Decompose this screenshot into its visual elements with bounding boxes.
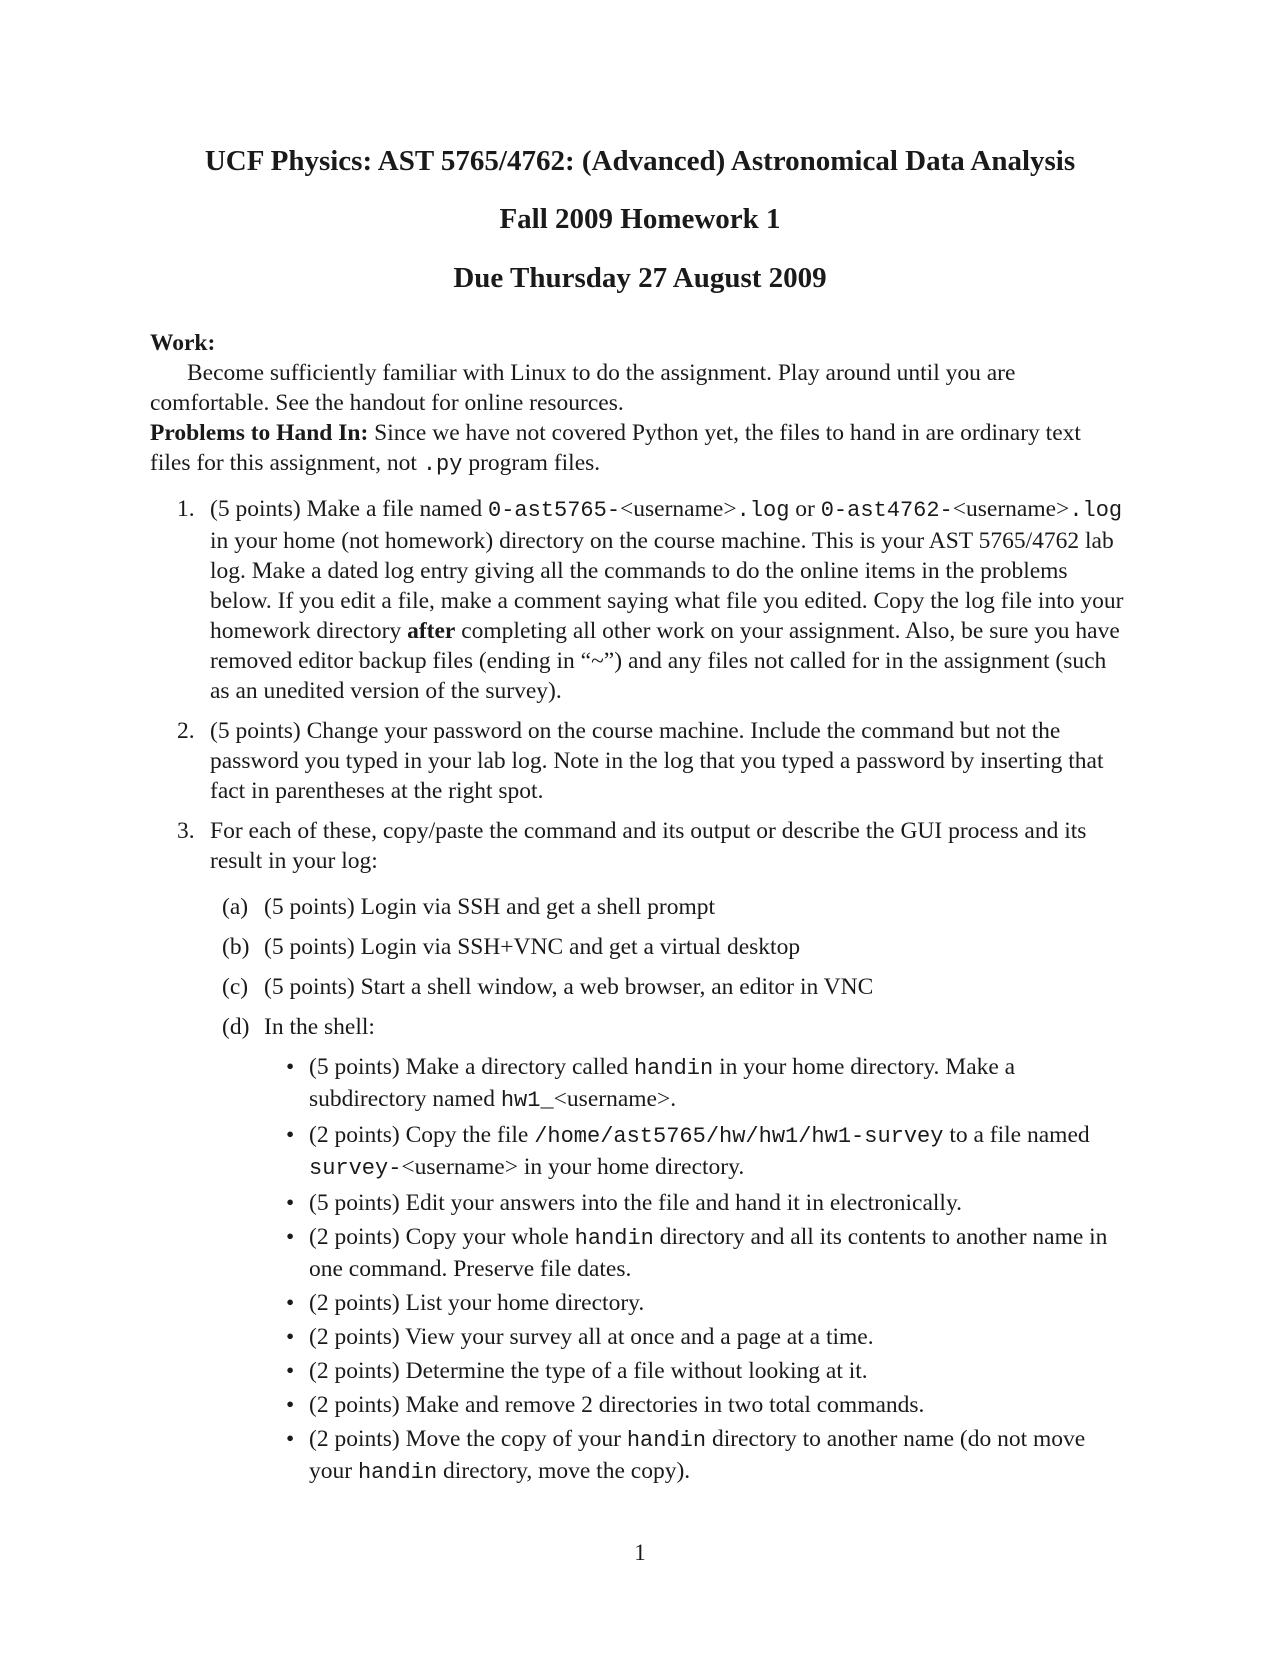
shell-task-2-code-2: survey- xyxy=(309,1156,402,1181)
problem-1-file-1: 0-ast5765- xyxy=(488,498,621,523)
shell-task-8-text: (2 points) Make and remove 2 directories in two total commands. xyxy=(309,1392,925,1418)
problem-1-or: or xyxy=(789,496,821,522)
problem-1 xyxy=(150,494,1125,706)
problem-1-ext-2: .log xyxy=(1069,498,1123,523)
problem-1-text-end: completing all other work on your assignment. Also, be sure you have removed editor backup files (ending in “~”) and any files not called for in the assignment (such as an unedited version of the survey). xyxy=(210,618,1120,704)
shell-task-list xyxy=(264,1052,1125,1488)
bullet-icon: • xyxy=(286,1290,295,1316)
shell-task-9 xyxy=(264,1424,1125,1488)
problem-1-number: 1. xyxy=(177,496,195,522)
shell-task-9-code-1: handin xyxy=(626,1428,707,1453)
shell-task-1-code-1: handin xyxy=(633,1056,714,1081)
problem-3-text: For each of these, copy/paste the command and its output or describe the GUI process and its result in your log: xyxy=(210,818,1087,874)
bullet-icon: • xyxy=(286,1426,295,1452)
shell-task-9-text-3: directory, move the copy). xyxy=(437,1458,691,1484)
shell-task-3 xyxy=(264,1188,1125,1218)
bullet-icon: • xyxy=(286,1122,295,1148)
shell-task-1-text-1: (5 points) Make a directory called xyxy=(309,1054,634,1080)
shell-task-5 xyxy=(264,1288,1125,1318)
problem-3a xyxy=(210,892,1125,922)
handin-text-before: Since we have not covered Python yet, the files to hand in are ordinary text files for this assignment, not xyxy=(150,420,1081,476)
shell-task-5-text: (2 points) List your home directory. xyxy=(309,1290,645,1316)
shell-task-1-code-2: hw1_ xyxy=(500,1088,554,1113)
shell-task-4-code-1: handin xyxy=(574,1226,654,1251)
bullet-icon: • xyxy=(286,1224,295,1250)
shell-task-2-text-3: <username> xyxy=(401,1154,518,1180)
problem-2-text: (5 points) Change your password on the course machine. Include the command but not the password you typed in your lab log. Note in the log that you typed a password by inserting that fact in parentheses at the right spot. xyxy=(210,718,1104,804)
page-number: 1 xyxy=(634,1540,646,1565)
handin-heading: Problems to Hand In: xyxy=(150,420,369,446)
shell-task-7-text: (2 points) Determine the type of a file without looking at it. xyxy=(309,1358,868,1384)
shell-task-2-text-1: (2 points) Copy the file xyxy=(309,1122,535,1148)
shell-task-1-text-3: <username> xyxy=(553,1086,671,1112)
problem-1-bold: after xyxy=(407,618,456,644)
problem-3 xyxy=(150,816,1125,1488)
problem-3c xyxy=(210,972,1125,1002)
bullet-icon: • xyxy=(286,1054,295,1080)
problem-1-first-line xyxy=(210,496,1122,522)
bullet-icon: • xyxy=(286,1324,295,1350)
shell-task-3-text: (5 points) Edit your answers into the file and hand it in electronically. xyxy=(309,1190,963,1216)
homework-title: Fall 2009 Homework 1 xyxy=(499,203,781,235)
due-date: Due Thursday 27 August 2009 xyxy=(453,262,827,294)
shell-task-9-text-1: (2 points) Move the copy of your xyxy=(309,1426,627,1452)
bullet-icon: • xyxy=(286,1190,295,1216)
document-body xyxy=(150,328,1125,1498)
problem-2 xyxy=(150,716,1125,806)
course-title: UCF Physics: AST 5765/4762: (Advanced) Astronomical Data Analysis xyxy=(204,145,1076,177)
problem-1-user-2: <username> xyxy=(952,496,1070,522)
bullet-icon: • xyxy=(286,1358,295,1384)
shell-task-4 xyxy=(264,1222,1125,1284)
handin-text-after: program files. xyxy=(462,450,601,476)
problem-3d-label: (d) xyxy=(222,1014,250,1040)
shell-task-2 xyxy=(264,1120,1125,1184)
shell-task-2-code-1: /home/ast5765/hw/hw1/hw1-survey xyxy=(534,1124,944,1149)
shell-task-7 xyxy=(264,1356,1125,1386)
shell-task-1 xyxy=(264,1052,1125,1116)
problem-1-file-2: 0-ast4762- xyxy=(820,498,953,523)
problem-3b-label: (b) xyxy=(222,934,250,960)
shell-task-1-text-4: . xyxy=(670,1086,677,1112)
problem-3b-text: (5 points) Login via SSH+VNC and get a virtual desktop xyxy=(264,934,801,960)
shell-task-4-text-2: directory and all its contents to another name in one command. Preserve file dates. xyxy=(309,1224,1108,1282)
shell-task-6-text: (2 points) View your survey all at once and a page at a time. xyxy=(309,1324,874,1350)
shell-task-6 xyxy=(264,1322,1125,1352)
work-text: Become sufficiently familiar with Linux to do the assignment. Play around until you are comfortable. See the handout for online resources. xyxy=(150,360,1016,416)
problem-3b xyxy=(210,932,1125,962)
problem-3c-label: (c) xyxy=(222,974,249,1000)
problem-3a-label: (a) xyxy=(222,894,249,920)
problem-3c-text: (5 points) Start a shell window, a web browser, an editor in VNC xyxy=(264,974,874,1000)
problem-3-number: 3. xyxy=(177,818,195,844)
shell-task-9-code-2: handin xyxy=(357,1460,438,1485)
problem-2-number: 2. xyxy=(177,718,195,744)
shell-task-9-text-2: directory to another name (do not move your xyxy=(309,1426,1086,1484)
bullet-icon: • xyxy=(286,1392,295,1418)
work-section xyxy=(150,328,1125,358)
problem-3d-text: In the shell: xyxy=(264,1014,375,1040)
problem-1-text-mid: in your home (not homework) directory on the course machine. This is your AST 5765/4762 lab log. Make a dated log entry giving all the commands to do the online items in the problems below. If you edit a file, make a comment saying what file you edited. Copy the log file into your homework directory xyxy=(210,528,1124,644)
problem-1-lead: (5 points) Make a file named xyxy=(210,496,488,522)
work-heading: Work: xyxy=(150,330,216,356)
shell-task-8 xyxy=(264,1390,1125,1420)
shell-task-2-text-2: to a file named xyxy=(943,1122,1090,1148)
problem-3a-text: (5 points) Login via SSH and get a shell prompt xyxy=(264,894,716,920)
problem-list xyxy=(150,494,1125,1488)
handin-section xyxy=(150,418,1125,480)
shell-task-2-text-4: in your home directory. xyxy=(517,1154,745,1180)
shell-task-4-text-1: (2 points) Copy your whole xyxy=(309,1224,575,1250)
problem-3-subitems xyxy=(210,892,1125,1488)
problem-1-user-1: <username> xyxy=(620,496,737,522)
problem-3d xyxy=(210,1012,1125,1488)
shell-task-1-text-2: in your home directory. Make a subdirectory named xyxy=(309,1054,1016,1112)
problem-1-ext-1: .log xyxy=(736,498,790,523)
handin-code: .py xyxy=(422,452,463,477)
